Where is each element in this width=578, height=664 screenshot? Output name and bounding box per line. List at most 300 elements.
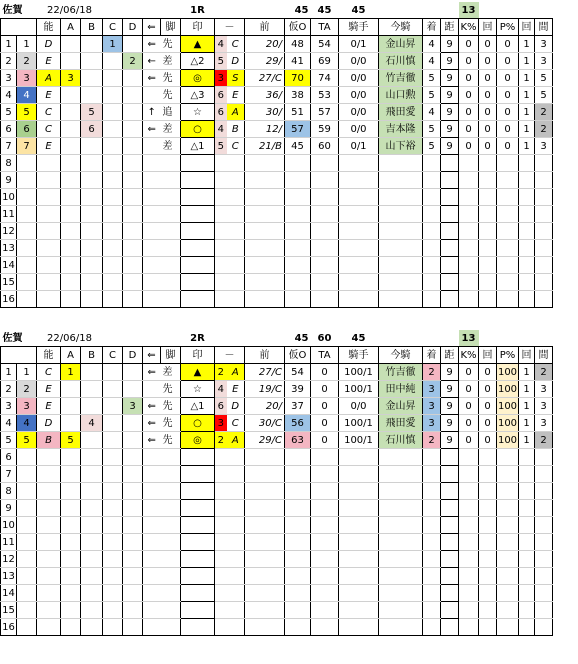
cell-leg: 先 — [161, 70, 181, 87]
cell-empty — [245, 517, 285, 534]
table-row[interactable] — [1, 121, 553, 138]
cell-empty — [81, 602, 103, 619]
cell-empty — [37, 466, 61, 483]
cell-empty — [17, 257, 37, 274]
cell-empty — [103, 189, 123, 206]
cell-empty — [143, 257, 161, 274]
cell-m1: 4 — [215, 121, 227, 138]
cell-ta: 59 — [311, 121, 339, 138]
cell-w: 3 — [17, 70, 37, 87]
cell-empty — [339, 602, 379, 619]
cell-empty — [37, 257, 61, 274]
cell-empty — [535, 274, 553, 291]
cell-now: 石川慎 — [379, 432, 423, 449]
cell-empty — [519, 257, 535, 274]
cell-empty — [519, 172, 535, 189]
cell-empty — [103, 483, 123, 500]
cell-ta: 0 — [311, 381, 339, 398]
row-number: 11 — [1, 534, 17, 551]
cell-empty — [479, 189, 497, 206]
cell-empty — [379, 206, 423, 223]
cell-arr: ⇐ — [143, 70, 161, 87]
table-row-empty — [1, 602, 553, 619]
cell-empty — [227, 534, 245, 551]
cell-empty — [535, 585, 553, 602]
cell-chaku: 5 — [423, 138, 441, 155]
cell-empty — [37, 274, 61, 291]
cell-m2: C — [227, 138, 245, 155]
cell-empty — [123, 223, 143, 240]
table-row-empty — [1, 155, 553, 172]
header-blank — [215, 330, 227, 347]
cell-empty — [535, 172, 553, 189]
cell-empty — [441, 534, 459, 551]
table-row-empty — [1, 500, 553, 517]
cell-empty — [379, 466, 423, 483]
cell-kai2: 1 — [519, 364, 535, 381]
cell-empty — [535, 189, 553, 206]
cell-p: 0 — [497, 70, 519, 87]
cell-empty — [161, 240, 181, 257]
cell-empty — [17, 483, 37, 500]
cell-empty — [215, 585, 227, 602]
header-blank — [227, 2, 245, 19]
cell-n: 2 — [1, 381, 17, 398]
cell-now: 飛田愛 — [379, 104, 423, 121]
cell-d — [123, 36, 143, 53]
cell-m1: 5 — [215, 53, 227, 70]
cell-empty — [285, 172, 311, 189]
cell-m2: S — [227, 70, 245, 87]
cell-mark: △2 — [181, 53, 215, 70]
cell-jockey: 0/0 — [339, 398, 379, 415]
column-header: 能 — [37, 19, 61, 36]
cell-empty — [379, 568, 423, 585]
table-row[interactable] — [1, 87, 553, 104]
column-header: 仮O — [285, 19, 311, 36]
cell-empty — [215, 500, 227, 517]
column-header: 距 — [441, 347, 459, 364]
cell-zen: 36/ — [245, 87, 285, 104]
cell-empty — [519, 291, 535, 308]
cell-empty — [181, 240, 215, 257]
cell-empty — [423, 500, 441, 517]
cell-empty — [479, 274, 497, 291]
cell-b: 6 — [81, 121, 103, 138]
cell-empty — [161, 172, 181, 189]
table-row[interactable] — [1, 398, 553, 415]
cell-a — [61, 121, 81, 138]
cell-chaku: 3 — [423, 381, 441, 398]
cell-empty — [423, 240, 441, 257]
row-number: 8 — [1, 483, 17, 500]
cell-ta: 0 — [311, 364, 339, 381]
table-row-empty — [1, 189, 553, 206]
cell-zen: 20/ — [245, 398, 285, 415]
cell-empty — [441, 466, 459, 483]
cell-now: 山口勲 — [379, 87, 423, 104]
cell-w: 5 — [17, 432, 37, 449]
cell-leg: 差 — [161, 121, 181, 138]
cell-empty — [497, 534, 519, 551]
cell-c — [103, 364, 123, 381]
cell-empty — [81, 257, 103, 274]
cell-empty — [143, 551, 161, 568]
cell-empty — [285, 206, 311, 223]
cell-empty — [227, 223, 245, 240]
cell-empty — [423, 291, 441, 308]
cell-empty — [123, 568, 143, 585]
table-row[interactable] — [1, 36, 553, 53]
cell-leg: 差 — [161, 138, 181, 155]
cell-now: 金山昇 — [379, 36, 423, 53]
header-top_values-0: 45 — [294, 4, 309, 16]
column-header: － — [215, 19, 245, 36]
cell-empty — [379, 240, 423, 257]
cell-empty — [497, 483, 519, 500]
cell-empty — [497, 500, 519, 517]
cell-chaku: 4 — [423, 53, 441, 70]
cell-empty — [423, 483, 441, 500]
cell-empty — [423, 517, 441, 534]
cell-c — [103, 432, 123, 449]
cell-a — [61, 53, 81, 70]
cell-empty — [311, 206, 339, 223]
cell-m2: A — [227, 432, 245, 449]
cell-empty — [181, 257, 215, 274]
cell-empty — [339, 449, 379, 466]
cell-empty — [311, 466, 339, 483]
cell-empty — [339, 517, 379, 534]
cell-empty — [215, 483, 227, 500]
cell-empty — [245, 585, 285, 602]
cell-empty — [479, 483, 497, 500]
row-number: 15 — [1, 602, 17, 619]
cell-empty — [181, 534, 215, 551]
cell-empty — [215, 223, 227, 240]
cell-kari: 41 — [285, 53, 311, 70]
cell-empty — [215, 551, 227, 568]
cell-zen: 12/ — [245, 121, 285, 138]
cell-ta: 0 — [311, 415, 339, 432]
column-header: B — [81, 347, 103, 364]
cell-ta: 69 — [311, 53, 339, 70]
cell-empty — [17, 585, 37, 602]
column-header: TA — [311, 347, 339, 364]
cell-empty — [61, 189, 81, 206]
cell-leg: 差 — [161, 53, 181, 70]
cell-empty — [285, 551, 311, 568]
cell-k: 0 — [459, 364, 479, 381]
cell-kari: 70 — [285, 70, 311, 87]
cell-kan: 2 — [535, 364, 553, 381]
header-top_values-1: 45 — [317, 4, 332, 16]
cell-empty — [519, 240, 535, 257]
cell-empty — [423, 449, 441, 466]
cell-empty — [459, 500, 479, 517]
cell-n: 4 — [1, 415, 17, 432]
cell-empty — [161, 534, 181, 551]
cell-kai: 0 — [479, 381, 497, 398]
cell-noh: E — [37, 381, 61, 398]
cell-empty — [379, 155, 423, 172]
cell-empty — [181, 449, 215, 466]
table-row[interactable] — [1, 138, 553, 155]
cell-empty — [215, 466, 227, 483]
cell-empty — [379, 500, 423, 517]
cell-empty — [285, 534, 311, 551]
cell-empty — [215, 568, 227, 585]
cell-empty — [423, 257, 441, 274]
cell-leg: 差 — [161, 364, 181, 381]
cell-empty — [245, 602, 285, 619]
cell-empty — [17, 274, 37, 291]
cell-empty — [103, 257, 123, 274]
cell-empty — [245, 483, 285, 500]
table-row[interactable] — [1, 104, 553, 121]
cell-empty — [459, 291, 479, 308]
cell-empty — [143, 274, 161, 291]
cell-empty — [441, 483, 459, 500]
cell-kari: 48 — [285, 36, 311, 53]
cell-ta: 0 — [311, 432, 339, 449]
column-header: 騎手 — [339, 347, 379, 364]
cell-c — [103, 381, 123, 398]
cell-kari: 56 — [285, 415, 311, 432]
cell-empty — [311, 189, 339, 206]
cell-empty — [497, 291, 519, 308]
cell-empty — [519, 466, 535, 483]
cell-empty — [311, 291, 339, 308]
cell-empty — [227, 274, 245, 291]
cell-now: 田中純 — [379, 381, 423, 398]
cell-empty — [17, 466, 37, 483]
cell-empty — [379, 223, 423, 240]
cell-chaku: 5 — [423, 87, 441, 104]
column-header: 前 — [245, 347, 285, 364]
cell-empty — [441, 517, 459, 534]
cell-w: 5 — [17, 104, 37, 121]
cell-chaku: 2 — [423, 364, 441, 381]
cell-empty — [441, 257, 459, 274]
cell-empty — [379, 189, 423, 206]
cell-empty — [215, 155, 227, 172]
table-row[interactable] — [1, 53, 553, 70]
cell-p: 0 — [497, 87, 519, 104]
cell-b — [81, 36, 103, 53]
cell-kan: 2 — [535, 121, 553, 138]
cell-jockey: 0/0 — [339, 121, 379, 138]
cell-kan: 3 — [535, 381, 553, 398]
cell-empty — [423, 155, 441, 172]
cell-empty — [479, 500, 497, 517]
cell-empty — [441, 274, 459, 291]
cell-k: 0 — [459, 432, 479, 449]
cell-mark: ○ — [181, 121, 215, 138]
cell-chaku: 4 — [423, 36, 441, 53]
cell-empty — [285, 483, 311, 500]
cell-a — [61, 415, 81, 432]
cell-empty — [423, 189, 441, 206]
table-row[interactable] — [1, 364, 553, 381]
cell-empty — [497, 172, 519, 189]
cell-n: 3 — [1, 70, 17, 87]
cell-empty — [479, 291, 497, 308]
cell-now: 石川慎 — [379, 53, 423, 70]
cell-empty — [103, 568, 123, 585]
cell-empty — [123, 483, 143, 500]
cell-empty — [441, 619, 459, 636]
cell-empty — [17, 172, 37, 189]
cell-m1: 4 — [215, 36, 227, 53]
cell-mark: ▲ — [181, 364, 215, 381]
cell-a — [61, 87, 81, 104]
cell-empty — [497, 155, 519, 172]
cell-chaku: 5 — [423, 70, 441, 87]
cell-c — [103, 138, 123, 155]
cell-empty — [441, 585, 459, 602]
table-row-empty — [1, 257, 553, 274]
cell-mark: ◎ — [181, 70, 215, 87]
cell-noh: C — [37, 104, 61, 121]
row-number: 6 — [1, 449, 17, 466]
cell-empty — [245, 568, 285, 585]
cell-empty — [479, 517, 497, 534]
cell-arr: ⇐ — [143, 415, 161, 432]
cell-empty — [245, 619, 285, 636]
cell-empty — [441, 449, 459, 466]
cell-empty — [161, 500, 181, 517]
table-row[interactable] — [1, 415, 553, 432]
cell-k: 0 — [459, 53, 479, 70]
cell-empty — [519, 585, 535, 602]
table-row-empty — [1, 240, 553, 257]
cell-empty — [17, 619, 37, 636]
cell-kan: 5 — [535, 70, 553, 87]
column-header: TA — [311, 19, 339, 36]
cell-zen: 27/C — [245, 364, 285, 381]
cell-now: 竹吉徹 — [379, 70, 423, 87]
cell-empty — [519, 602, 535, 619]
cell-empty — [215, 206, 227, 223]
cell-m1: 3 — [215, 70, 227, 87]
cell-empty — [227, 551, 245, 568]
cell-m1: 2 — [215, 364, 227, 381]
cell-empty — [81, 619, 103, 636]
table-row[interactable] — [1, 70, 553, 87]
cell-empty — [339, 172, 379, 189]
cell-empty — [227, 206, 245, 223]
cell-empty — [311, 223, 339, 240]
cell-empty — [423, 274, 441, 291]
cell-kai2: 1 — [519, 70, 535, 87]
cell-d — [123, 138, 143, 155]
cell-empty — [123, 500, 143, 517]
cell-kai2: 1 — [519, 398, 535, 415]
column-header: 回 — [519, 19, 535, 36]
header-venue: 佐賀 — [2, 4, 23, 16]
cell-mark: △1 — [181, 138, 215, 155]
table-row[interactable] — [1, 432, 553, 449]
cell-empty — [181, 517, 215, 534]
header-race: 2R — [190, 332, 205, 344]
cell-arr: ⇐ — [143, 432, 161, 449]
column-header: 今騎 — [379, 347, 423, 364]
cell-noh: C — [37, 364, 61, 381]
column-header: P% — [497, 19, 519, 36]
cell-kai: 0 — [479, 121, 497, 138]
cell-empty — [103, 602, 123, 619]
cell-mark: ☆ — [181, 381, 215, 398]
cell-now: 飛田愛 — [379, 415, 423, 432]
column-header — [1, 347, 37, 364]
cell-empty — [285, 517, 311, 534]
cell-empty — [459, 534, 479, 551]
cell-kari: 37 — [285, 398, 311, 415]
cell-empty — [245, 155, 285, 172]
cell-n: 2 — [1, 53, 17, 70]
cell-kari: 54 — [285, 364, 311, 381]
cell-n: 6 — [1, 121, 17, 138]
cell-empty — [81, 172, 103, 189]
cell-empty — [181, 602, 215, 619]
cell-leg: 先 — [161, 381, 181, 398]
cell-empty — [17, 551, 37, 568]
cell-empty — [227, 172, 245, 189]
header-blank — [379, 2, 459, 19]
cell-m2: A — [227, 364, 245, 381]
table-row-empty — [1, 172, 553, 189]
cell-empty — [161, 257, 181, 274]
cell-d: 3 — [123, 398, 143, 415]
cell-b: 4 — [81, 415, 103, 432]
cell-chaku: 5 — [423, 121, 441, 138]
cell-empty — [227, 257, 245, 274]
cell-empty — [227, 483, 245, 500]
cell-empty — [181, 500, 215, 517]
cell-empty — [61, 534, 81, 551]
cell-m2: D — [227, 53, 245, 70]
cell-kari: 51 — [285, 104, 311, 121]
cell-empty — [285, 257, 311, 274]
cell-n: 5 — [1, 432, 17, 449]
cell-p: 100 — [497, 398, 519, 415]
cell-empty — [103, 585, 123, 602]
cell-empty — [311, 274, 339, 291]
cell-kyo: 9 — [441, 364, 459, 381]
cell-m1: 4 — [215, 381, 227, 398]
cell-kari: 57 — [285, 121, 311, 138]
cell-empty — [143, 500, 161, 517]
cell-zen: 29/C — [245, 432, 285, 449]
cell-empty — [535, 240, 553, 257]
cell-empty — [535, 619, 553, 636]
cell-empty — [423, 206, 441, 223]
cell-empty — [423, 602, 441, 619]
cell-noh: E — [37, 53, 61, 70]
cell-empty — [143, 172, 161, 189]
cell-empty — [459, 189, 479, 206]
cell-empty — [535, 223, 553, 240]
cell-empty — [181, 223, 215, 240]
column-header: 脚 — [161, 19, 181, 36]
cell-empty — [161, 206, 181, 223]
cell-empty — [37, 206, 61, 223]
race-table-2R — [0, 330, 553, 636]
cell-c — [103, 70, 123, 87]
table-row[interactable] — [1, 381, 553, 398]
cell-empty — [285, 466, 311, 483]
